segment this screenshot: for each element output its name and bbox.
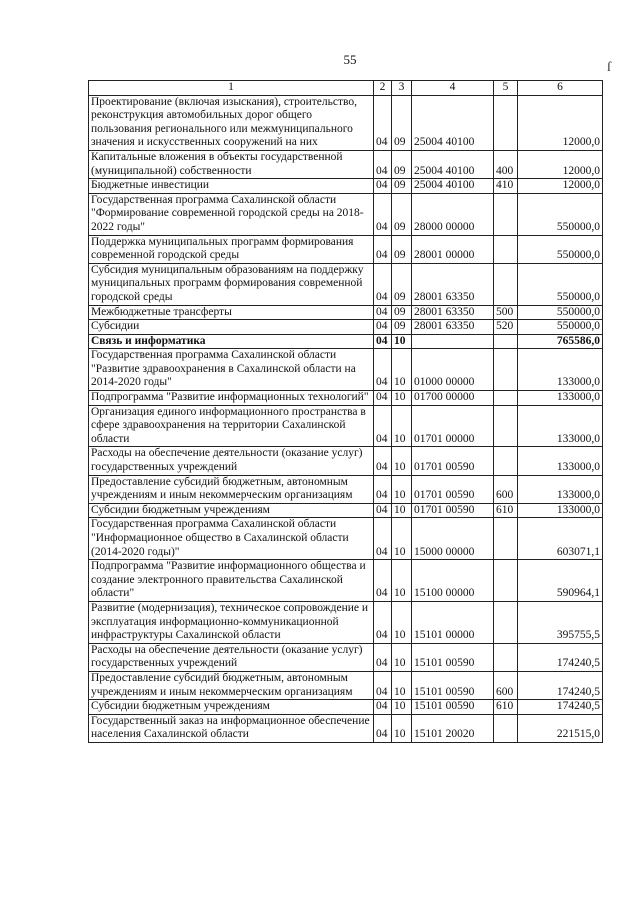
subsection-code-cell: 09: [392, 263, 412, 305]
expense-type-cell: [494, 95, 518, 150]
table-row: [89, 518, 603, 560]
target-article-cell: [412, 334, 494, 349]
table-row: [89, 193, 603, 235]
section-code-cell: 04: [374, 95, 392, 150]
subsection-code-cell: 10: [392, 700, 412, 715]
column-header: 1: [89, 81, 374, 96]
table-row: [89, 405, 603, 447]
row-name-cell: Подпрограмма "Развитие информационных технологий": [89, 391, 374, 406]
target-article-cell: 28001 63350: [412, 320, 494, 335]
table-row: [89, 503, 603, 518]
table-row: [89, 349, 603, 391]
row-name-cell: Субсидия муниципальным образованиям на поддержку муниципальных программ формирования современной городской среды: [89, 263, 374, 305]
amount-cell: 133000,0: [518, 349, 603, 391]
row-name-cell: Субсидии бюджетным учреждениям: [89, 700, 374, 715]
column-header: 4: [412, 81, 494, 96]
section-code-cell: 04: [374, 518, 392, 560]
amount-cell: 550000,0: [518, 235, 603, 263]
subsection-code-cell: 10: [392, 349, 412, 391]
amount-cell: 133000,0: [518, 447, 603, 475]
section-code-cell: 04: [374, 349, 392, 391]
column-header: 2: [374, 81, 392, 96]
table-row: [89, 447, 603, 475]
row-name-cell: Государственная программа Сахалинской области "Информационное общество в Сахалинской области (2014-2020 годы)": [89, 518, 374, 560]
expense-type-cell: [494, 193, 518, 235]
target-article-cell: 01700 00000: [412, 391, 494, 406]
section-code-cell: 04: [374, 475, 392, 503]
target-article-cell: 01701 00590: [412, 475, 494, 503]
amount-cell: 12000,0: [518, 179, 603, 194]
section-code-cell: 04: [374, 334, 392, 349]
target-article-cell: 25004 40100: [412, 95, 494, 150]
subsection-code-cell: 09: [392, 320, 412, 335]
section-code-cell: 04: [374, 601, 392, 643]
amount-cell: 174240,5: [518, 700, 603, 715]
column-header: 5: [494, 81, 518, 96]
expense-type-cell: 400: [494, 150, 518, 178]
amount-cell: 550000,0: [518, 263, 603, 305]
row-name-cell: Связь и информатика: [89, 334, 374, 349]
section-code-cell: 04: [374, 560, 392, 602]
section-code-cell: 04: [374, 405, 392, 447]
table-row: [89, 263, 603, 305]
section-code-cell: 04: [374, 700, 392, 715]
row-name-cell: Подпрограмма "Развитие информационного общества и создание электронного правительства Сахалинской области": [89, 560, 374, 602]
expense-type-cell: [494, 334, 518, 349]
row-name-cell: Субсидии бюджетным учреждениям: [89, 503, 374, 518]
subsection-code-cell: 10: [392, 714, 412, 742]
subsection-code-cell: 10: [392, 391, 412, 406]
amount-cell: 221515,0: [518, 714, 603, 742]
target-article-cell: 01701 00590: [412, 503, 494, 518]
row-name-cell: Организация единого информационного пространства в сфере здравоохранения на территории Сахалинской области: [89, 405, 374, 447]
expense-type-cell: [494, 391, 518, 406]
expense-type-cell: [494, 643, 518, 671]
row-name-cell: Субсидии: [89, 320, 374, 335]
table-row: [89, 334, 603, 349]
subsection-code-cell: 10: [392, 518, 412, 560]
table-header-row: [89, 81, 603, 96]
subsection-code-cell: 10: [392, 671, 412, 699]
target-article-cell: 01701 00590: [412, 447, 494, 475]
target-article-cell: 28001 63350: [412, 305, 494, 320]
expense-type-cell: 500: [494, 305, 518, 320]
section-code-cell: 04: [374, 235, 392, 263]
subsection-code-cell: 10: [392, 560, 412, 602]
amount-cell: 133000,0: [518, 475, 603, 503]
table-row: [89, 671, 603, 699]
section-code-cell: 04: [374, 263, 392, 305]
target-article-cell: 01000 00000: [412, 349, 494, 391]
section-code-cell: 04: [374, 305, 392, 320]
table-row: [89, 95, 603, 150]
section-code-cell: 04: [374, 179, 392, 194]
table-row: [89, 179, 603, 194]
section-code-cell: 04: [374, 193, 392, 235]
row-name-cell: Государственная программа Сахалинской области "Развитие здравоохранения в Сахалинской области на 2014-2020 годы": [89, 349, 374, 391]
amount-cell: 765586,0: [518, 334, 603, 349]
target-article-cell: 15101 20020: [412, 714, 494, 742]
expense-type-cell: 600: [494, 671, 518, 699]
page-number: 55: [343, 52, 357, 67]
row-name-cell: Предоставление субсидий бюджетным, автономным учреждениям и иным некоммерческим организациям: [89, 475, 374, 503]
expense-type-cell: [494, 714, 518, 742]
budget-table: [88, 80, 603, 743]
section-code-cell: 04: [374, 391, 392, 406]
target-article-cell: 28001 63350: [412, 263, 494, 305]
amount-cell: 133000,0: [518, 391, 603, 406]
row-name-cell: Поддержка муниципальных программ формирования современной городской среды: [89, 235, 374, 263]
expense-type-cell: [494, 263, 518, 305]
expense-type-cell: [494, 349, 518, 391]
expense-type-cell: 610: [494, 700, 518, 715]
subsection-code-cell: 09: [392, 305, 412, 320]
column-header: 6: [518, 81, 603, 96]
subsection-code-cell: 10: [392, 601, 412, 643]
target-article-cell: 15100 00000: [412, 560, 494, 602]
target-article-cell: 15000 00000: [412, 518, 494, 560]
section-code-cell: 04: [374, 150, 392, 178]
subsection-code-cell: 09: [392, 235, 412, 263]
section-code-cell: 04: [374, 320, 392, 335]
subsection-code-cell: 10: [392, 447, 412, 475]
amount-cell: 12000,0: [518, 150, 603, 178]
subsection-code-cell: 10: [392, 405, 412, 447]
amount-cell: 395755,5: [518, 601, 603, 643]
section-code-cell: 04: [374, 643, 392, 671]
row-name-cell: Государственный заказ на информационное обеспечение населения Сахалинской области: [89, 714, 374, 742]
target-article-cell: 01701 00000: [412, 405, 494, 447]
target-article-cell: 25004 40100: [412, 150, 494, 178]
table-row: [89, 714, 603, 742]
amount-cell: 174240,5: [518, 643, 603, 671]
target-article-cell: 15101 00000: [412, 601, 494, 643]
section-code-cell: 04: [374, 714, 392, 742]
subsection-code-cell: 10: [392, 643, 412, 671]
expense-type-cell: [494, 560, 518, 602]
table-row: [89, 700, 603, 715]
subsection-code-cell: 10: [392, 475, 412, 503]
column-header: 3: [392, 81, 412, 96]
amount-cell: 174240,5: [518, 671, 603, 699]
amount-cell: 603071,1: [518, 518, 603, 560]
table-row: [89, 601, 603, 643]
row-name-cell: Проектирование (включая изыскания), строительство, реконструкция автомобильных дорог общего пользования регионального или межмуниципального значения и искусственных сооружений на них: [89, 95, 374, 150]
expense-type-cell: [494, 235, 518, 263]
expense-type-cell: [494, 601, 518, 643]
expense-type-cell: [494, 518, 518, 560]
amount-cell: 133000,0: [518, 503, 603, 518]
table-row: [89, 150, 603, 178]
row-name-cell: Расходы на обеспечение деятельности (оказание услуг) государственных учреждений: [89, 447, 374, 475]
expense-type-cell: 600: [494, 475, 518, 503]
expense-type-cell: 610: [494, 503, 518, 518]
table-row: [89, 235, 603, 263]
target-article-cell: 28000 00000: [412, 193, 494, 235]
amount-cell: 133000,0: [518, 405, 603, 447]
target-article-cell: 15101 00590: [412, 671, 494, 699]
subsection-code-cell: 09: [392, 95, 412, 150]
subsection-code-cell: 09: [392, 179, 412, 194]
row-name-cell: Развитие (модернизация), техническое сопровождение и эксплуатация информационно-коммуникационной инфраструктуры Сахалинской области: [89, 601, 374, 643]
section-code-cell: 04: [374, 503, 392, 518]
margin-mark: ſ: [607, 60, 611, 75]
amount-cell: 550000,0: [518, 193, 603, 235]
subsection-code-cell: 09: [392, 193, 412, 235]
subsection-code-cell: 10: [392, 334, 412, 349]
table-row: [89, 475, 603, 503]
section-code-cell: 04: [374, 447, 392, 475]
row-name-cell: Предоставление субсидий бюджетным, автономным учреждениям и иным некоммерческим организациям: [89, 671, 374, 699]
target-article-cell: 15101 00590: [412, 643, 494, 671]
target-article-cell: 28001 00000: [412, 235, 494, 263]
table-row: [89, 560, 603, 602]
table-row: [89, 391, 603, 406]
row-name-cell: Расходы на обеспечение деятельности (оказание услуг) государственных учреждений: [89, 643, 374, 671]
table-row: [89, 305, 603, 320]
row-name-cell: Государственная программа Сахалинской области "Формирование современной городской среды на 2018-2022 годы": [89, 193, 374, 235]
row-name-cell: Бюджетные инвестиции: [89, 179, 374, 194]
target-article-cell: 15101 00590: [412, 700, 494, 715]
row-name-cell: Капитальные вложения в объекты государственной (муниципальной) собственности: [89, 150, 374, 178]
expense-type-cell: [494, 405, 518, 447]
amount-cell: 590964,1: [518, 560, 603, 602]
subsection-code-cell: 10: [392, 503, 412, 518]
amount-cell: 550000,0: [518, 320, 603, 335]
amount-cell: 550000,0: [518, 305, 603, 320]
target-article-cell: 25004 40100: [412, 179, 494, 194]
expense-type-cell: 520: [494, 320, 518, 335]
amount-cell: 12000,0: [518, 95, 603, 150]
section-code-cell: 04: [374, 671, 392, 699]
table-row: [89, 320, 603, 335]
table-row: [89, 643, 603, 671]
expense-type-cell: 410: [494, 179, 518, 194]
subsection-code-cell: 09: [392, 150, 412, 178]
row-name-cell: Межбюджетные трансферты: [89, 305, 374, 320]
table-body: [89, 95, 603, 742]
expense-type-cell: [494, 447, 518, 475]
